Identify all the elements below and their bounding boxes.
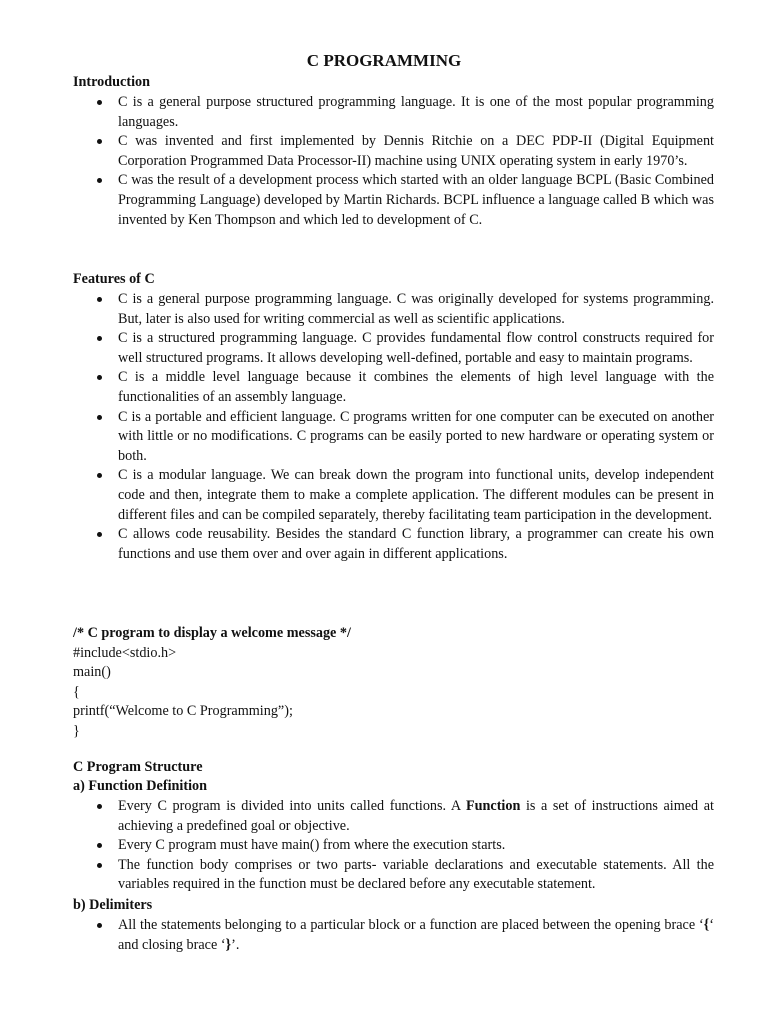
introduction-list xyxy=(96,93,714,230)
list-item: C is a structured programming language. C provides fundamental flow control constructs required for well structured programs. It allows developing well-defined, portable and easy to maintain programs. xyxy=(96,329,714,368)
function-definition-heading: a) Function Definition xyxy=(73,778,207,794)
list-item: C is a modular language. We can break down the program into functional units, develop independent code and then, integrate them to make a complete application. The different modules can be present in different files and can be compiled separately, thereby facilitating team participation in the development. xyxy=(96,466,714,525)
list-item-text: All the statements belonging to a particular block or a function are placed between the opening brace ‘ xyxy=(118,917,704,933)
introduction-heading: Introduction xyxy=(73,74,150,90)
close-brace: } xyxy=(225,936,232,953)
list-item: C is a middle level language because it combines the elements of high level language with the functionalities of an assembly language. xyxy=(96,368,714,407)
page-title: C PROGRAMMING xyxy=(306,51,462,70)
list-item-text: is a set of instructions aimed at achieving a predefined goal or objective. xyxy=(118,798,714,834)
code-line: printf(“Welcome to C Programming”); xyxy=(73,703,293,720)
code-line: #include<stdio.h> xyxy=(73,644,177,661)
list-item: C is a portable and efficient language. C programs written for one computer can be executed on another with little or no modifications. C programs can be easily ported to new hardware or operating system or both. xyxy=(96,408,714,467)
list-item: Every C program must have main() from where the execution starts. xyxy=(96,836,714,856)
list-item-text: Every C program is divided into units called functions. A xyxy=(118,798,466,814)
list-item: C is a general purpose structured programming language. It is one of the most popular programming languages. xyxy=(96,93,714,132)
delimiters-list xyxy=(96,916,714,955)
list-item: C allows code reusability. Besides the standard C function library, a programmer can create his own functions and use them over and over again in different applications. xyxy=(96,525,714,564)
list-item xyxy=(96,916,714,955)
function-term: Function xyxy=(465,798,521,814)
features-list xyxy=(96,290,714,564)
code-comment: /* C program to display a welcome message */ xyxy=(73,625,351,641)
structure-heading: C Program Structure xyxy=(73,759,203,775)
list-item: The function body comprises or two parts- variable declarations and executable statements. All the variables required in the function must be declared before any executable statement. xyxy=(96,856,714,895)
code-line: { xyxy=(73,683,80,700)
list-item-text: ‘ and closing brace ‘ xyxy=(118,917,714,953)
list-item: C was invented and first implemented by Dennis Ritchie on a DEC PDP-II (Digital Equipment Corporation Programmed Data Processor-II) machine using UNIX operating system in early 1970’s. xyxy=(96,132,714,171)
list-item-text: ’. xyxy=(231,936,240,953)
features-heading: Features of C xyxy=(73,271,155,287)
open-brace: { xyxy=(703,917,710,933)
code-line: main() xyxy=(73,664,111,681)
delimiters-heading: b) Delimiters xyxy=(73,897,153,913)
code-line: } xyxy=(73,722,80,739)
list-item xyxy=(96,797,714,836)
list-item: C was the result of a development process which started with an older language BCPL (Basic Combined Programming Language) developed by Martin Richards. BCPL influence a language called B which was invented by Ken Thompson and which led to development of C. xyxy=(96,171,714,230)
list-item: C is a general purpose programming language. C was originally developed for systems programming. But, later is also used for writing commercial as well as scientific applications. xyxy=(96,290,714,329)
function-definition-list xyxy=(96,797,714,895)
code-sample xyxy=(73,624,351,742)
